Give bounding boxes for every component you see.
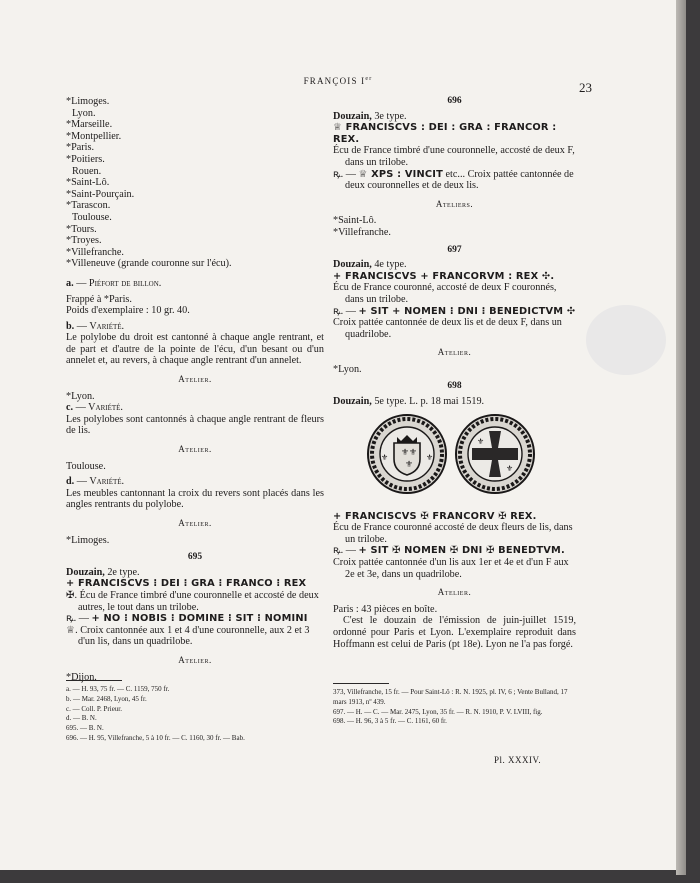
entry-695 bbox=[66, 552, 324, 683]
footnote: 695. — B. N. bbox=[66, 724, 104, 733]
variant-title: — Variété. bbox=[75, 402, 123, 414]
svg-text:⚜: ⚜ bbox=[506, 464, 514, 473]
coin-type: 4e type. bbox=[374, 259, 407, 271]
header-title-sup: er bbox=[365, 76, 373, 82]
footnote: d. — B. N. bbox=[66, 714, 97, 723]
entry-696 bbox=[333, 96, 576, 239]
left-column bbox=[66, 96, 324, 683]
variant-b bbox=[66, 321, 324, 403]
obverse-description: Écu de France couronné accosté de deux fleurs de lis, dans un trilobe. bbox=[333, 522, 573, 545]
obverse-legend: + FRANCISCVS ✠ FRANCORV ✠ REX. bbox=[333, 510, 537, 522]
atelier-list-item: *Villefranche. bbox=[66, 246, 124, 258]
svg-text:⚜: ⚜ bbox=[405, 460, 414, 470]
atelier-list-item: Toulouse. bbox=[72, 211, 112, 223]
atelier-list-item: Rouen. bbox=[72, 165, 102, 177]
right-footnotes bbox=[333, 683, 576, 727]
left-footnotes bbox=[66, 680, 324, 744]
section-heading: Atelier. bbox=[178, 518, 212, 528]
entry-number: 697 bbox=[447, 244, 462, 255]
variant-a bbox=[66, 278, 324, 317]
footnote: b. — Mar. 2468, Lyon, 45 fr. bbox=[66, 694, 147, 703]
reverse-legend: + SIT + NOMEN ⁝ DNI ⁝ BENEDICTVM ✣ bbox=[358, 305, 576, 317]
atelier-entry: *Villefranche. bbox=[333, 226, 391, 238]
note-paragraph: C'est le douzain de l'émission de juin-juillet 1519, ordonné pour Paris et Lyon. L'exemplaire reproduit dans Hoffmann est celui de Paris (pt 18e). Lyon ne l'a pas forgé. bbox=[333, 615, 576, 650]
svg-text:⚜: ⚜ bbox=[381, 453, 389, 462]
atelier-list-item: *Tarascon. bbox=[66, 200, 111, 212]
atelier-entry: *Limoges. bbox=[66, 534, 110, 546]
right-column bbox=[333, 96, 576, 650]
atelier-list-item: *Villeneuve (grande couronne sur l'écu). bbox=[66, 258, 232, 270]
variant-line: Poids d'exemplaire : 10 gr. 40. bbox=[66, 305, 190, 317]
atelier-list-item: *Poitiers. bbox=[66, 153, 105, 165]
variant-label: b. bbox=[66, 320, 75, 332]
variant-label: a. bbox=[66, 277, 74, 289]
reverse-mark: ꝶ. — bbox=[333, 168, 356, 180]
variant-title: — Variété. bbox=[76, 320, 125, 332]
svg-text:⚜: ⚜ bbox=[401, 448, 410, 458]
atelier-list-item: *Paris. bbox=[66, 142, 95, 154]
coin-type: 5e type. L. p. 18 mai 1519. bbox=[374, 396, 485, 408]
obverse-legend: + FRANCISCVS + FRANCORVM : REX ✣. bbox=[333, 270, 555, 282]
variant-d bbox=[66, 476, 324, 546]
obverse-description: ✠. Écu de France timbré d'une couronnelle et accosté de deux autres, le tout dans un trilobe. bbox=[66, 589, 319, 613]
footnote: 697. — H. — C. — Mar. 2475, Lyon, 35 fr. — R. N. 1910, P. V. LVIII, fig. bbox=[333, 707, 543, 716]
footnote: 698. — H. 96, 3 à 5 fr. — C. 1161, 60 fr. bbox=[333, 717, 447, 726]
entry-number: 698 bbox=[447, 381, 462, 392]
atelier-list-item: *Saint-Lô. bbox=[66, 177, 110, 189]
reverse-mark: ꝶ. — bbox=[66, 613, 89, 625]
atelier-list-item: *Limoges. bbox=[66, 96, 110, 107]
coin-type-name: Douzain, bbox=[66, 566, 105, 578]
coin-obverse-image bbox=[368, 415, 446, 493]
reverse-description: Croix pattée cantonnée d'un lis aux 1er et 4e et d'un F aux 2e et 3e, dans un quadrilobe. bbox=[333, 557, 569, 580]
running-header bbox=[0, 76, 676, 86]
footnote-rule bbox=[66, 680, 122, 681]
section-heading: Ateliers. bbox=[435, 198, 474, 209]
atelier-entry: *Saint-Lô. bbox=[333, 215, 377, 227]
obverse-legend: ♕ FRANCISCVS : DEI : GRA : FRANCOR : REX. bbox=[333, 122, 557, 145]
reverse-description: Croix pattée cantonnée de deux lis et de deux F, dans un quadrilobe. bbox=[333, 317, 562, 340]
entry-697 bbox=[333, 245, 576, 376]
section-heading: Atelier. bbox=[178, 374, 212, 385]
atelier-list-item: *Tours. bbox=[66, 223, 97, 235]
atelier-entry: *Dijon. bbox=[66, 671, 97, 683]
variant-text: Les meubles cantonnant la croix du revers sont placés dans les angles rentrants du polylobe. bbox=[66, 487, 324, 511]
variant-label: d. bbox=[66, 476, 75, 488]
svg-text:⚜: ⚜ bbox=[409, 448, 418, 458]
coin-reverse-image bbox=[456, 415, 534, 493]
footnote: a. — H. 93, 75 fr. — C. 1159, 750 fr. bbox=[66, 685, 170, 693]
entry-number: 695 bbox=[187, 552, 203, 563]
footnote: 373, Villefranche, 15 fr. — Pour Saint-Lô : R. N. 1925, pl. IV, 6 ; Vente Bulland, 17 mars 1913, nº 439. bbox=[333, 688, 568, 706]
atelier-list-item: *Marseille. bbox=[66, 119, 113, 131]
header-title: FRANÇOIS I bbox=[303, 76, 366, 86]
footnote: 696. — H. 95, Villefranche, 5 à 10 fr. — C. 1160, 30 fr. — Bab. bbox=[66, 733, 245, 742]
coin-photos bbox=[367, 413, 537, 495]
plate-reference: Pl. XXXIV. bbox=[494, 755, 542, 765]
atelier-entry: Paris : 43 pièces en boîte. bbox=[333, 603, 438, 615]
footnote-rule bbox=[333, 683, 389, 684]
reverse-description: etc... Croix pattée cantonnée de deux couronnelles et de deux lis. bbox=[345, 168, 574, 192]
bleed-through-coin bbox=[586, 305, 666, 375]
variant-text: Le polylobe du droit est cantonné à chaque angle rentrant, et de part et d'autre de la pointe de l'écu, d'un besant ou d'un annelet et, au revers, à chaque angle rentrant d'un annelet. bbox=[66, 332, 324, 367]
atelier-list-item: *Troyes. bbox=[66, 235, 102, 247]
entry-number: 696 bbox=[447, 96, 462, 106]
atelier-list bbox=[66, 96, 324, 270]
obverse-description: Écu de France couronné, accosté de deux F couronnés, dans un trilobe. bbox=[333, 282, 557, 305]
atelier-entry: *Lyon. bbox=[66, 390, 95, 402]
obverse-legend: + FRANCISCVS ⁝ DEI ⁝ GRA ⁝ FRANCO ⁝ REX bbox=[66, 578, 307, 590]
atelier-list-item: *Saint-Pourçain. bbox=[66, 188, 135, 200]
coin-type-name: Douzain, bbox=[333, 110, 372, 122]
page-number: 23 bbox=[579, 80, 592, 95]
atelier-list-item: Lyon. bbox=[72, 107, 96, 119]
obverse-description: Écu de France timbré d'une couronnelle, accosté de deux F, dans un trilobe. bbox=[333, 145, 575, 168]
footnote: c. — Coll. P. Prieur. bbox=[66, 704, 123, 713]
coin-type: 3e type. bbox=[374, 110, 407, 122]
coin-type-name: Douzain, bbox=[333, 259, 372, 271]
svg-text:⚜: ⚜ bbox=[477, 437, 485, 446]
variant-title: — Piéfort de billon. bbox=[76, 277, 162, 289]
section-heading: Atelier. bbox=[437, 347, 472, 358]
section-heading: Atelier. bbox=[178, 444, 212, 455]
variant-line: Frappé à *Paris. bbox=[66, 293, 132, 305]
variant-c bbox=[66, 402, 324, 472]
atelier-list-item: *Montpellier. bbox=[66, 130, 122, 142]
reverse-legend: ♕ XPS : VINCIT bbox=[358, 168, 443, 180]
variant-label: c. bbox=[66, 402, 74, 414]
atelier-entry: *Lyon. bbox=[333, 363, 362, 375]
atelier-entry: Toulouse. bbox=[66, 460, 106, 472]
coin-type-name: Douzain, bbox=[333, 396, 372, 408]
variant-text: Les polylobes sont cantonnés à chaque angle rentrant de fleurs de lis. bbox=[66, 413, 324, 437]
section-heading: Atelier. bbox=[437, 587, 472, 598]
svg-text:⚜: ⚜ bbox=[426, 453, 434, 462]
reverse-legend: + SIT ✠ NOMEN ✠ DNI ✠ BENEDTVM. bbox=[358, 545, 565, 557]
page-edge bbox=[676, 0, 686, 875]
reverse-legend: + NO ⁝ NOBIS ⁝ DOMINE ⁝ SIT ⁝ NOMINI bbox=[91, 613, 308, 625]
reverse-description: ♕. Croix cantonnée aux 1 et 4 d'une couronnelle, aux 2 et 3 d'un lis, dans un quadrilobe. bbox=[66, 624, 310, 648]
variant-title: — Variété. bbox=[76, 476, 125, 488]
reverse-mark: ꝶ. — bbox=[333, 545, 356, 557]
coin-type: 2e type. bbox=[107, 566, 140, 578]
reverse-mark: ꝶ. — bbox=[333, 305, 356, 317]
section-heading: Atelier. bbox=[178, 654, 212, 665]
